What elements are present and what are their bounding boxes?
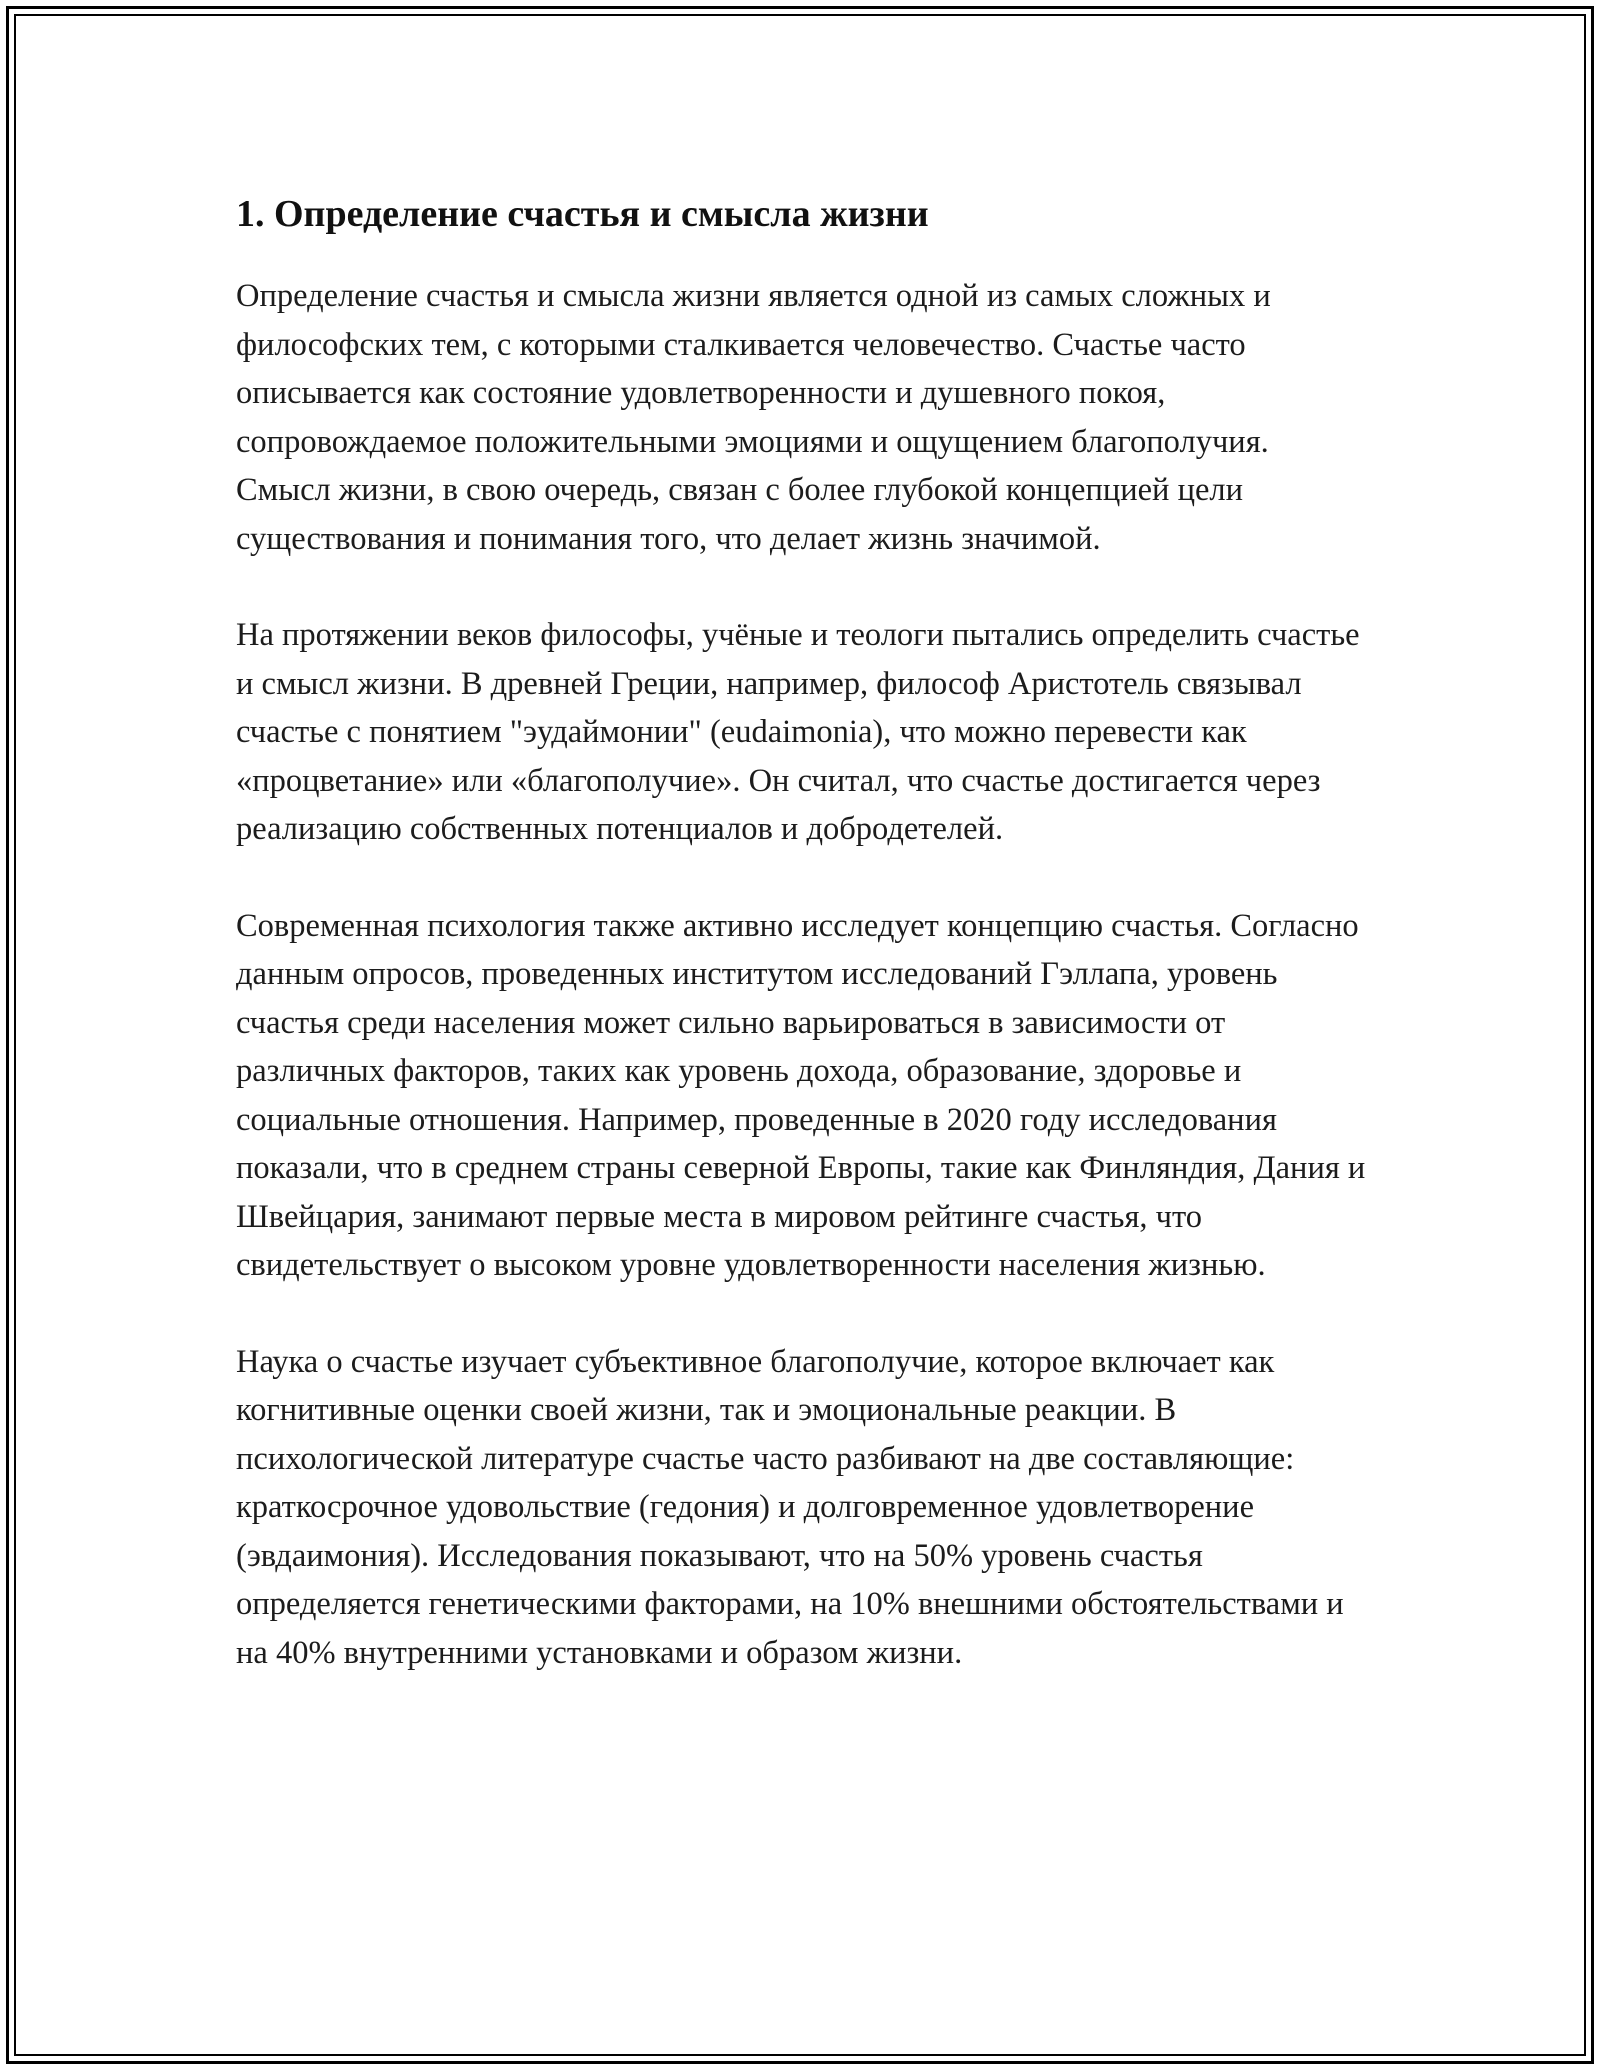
paragraph-3: Современная психология также активно исследует концепцию счастья. Согласно данным опросов, проведенных институтом исследований Гэллапа, уровень счастья среди населения может сильно варьироваться в зависимости от различных факторов, таких как уровень дохода, образование, здоровье и социальные отношения. Например, проведенные в 2020 году исследования показали, что в среднем страны северной Европы, такие как Финляндия, Дания и Швейцария, занимают первые места в мировом рейтинге счастья, что свидетельствует о высоком уровне удовлетворенности населения жизнью.	[236, 907, 1366, 1283]
section-heading: 1. Определение счастья и смысла жизни	[236, 193, 929, 235]
document-body	[236, 186, 1366, 1725]
paragraph-1: Определение счастья и смысла жизни является одной из самых сложных и философских тем, с которыми сталкивается человечество. Счастье часто описывается как состояние удовлетворенности и душевного покоя, сопровождаемое положительными эмоциями и ощущением благополучия. Смысл жизни, в свою очередь, связан с более глубокой концепцией цели существования и понимания того, что делает жизнь значимой.	[236, 278, 1271, 557]
paragraph-2: На протяжении веков философы, учёные и теологи пытались определить счастье и смысл жизни. В древней Греции, например, философ Аристотель связывал счастье с понятием "эудаймонии" (eudaimonia), что можно перевести как «процветание» или «благополучие». Он считал, что счастье достигается через реализацию собственных потенциалов и добродетелей.	[236, 617, 1360, 847]
paragraph-4: Наука о счастье изучает субъективное благополучие, которое включает как когнитивные оценки своей жизни, так и эмоциональные реакции. В психологической литературе счастье часто разбивают на две составляющие: краткосрочное удовольствие (гедония) и долговременное удовлетворение (эвдаимония). Исследования показывают, что на 50% уровень счастья определяется генетическими факторами, на 10% внешними обстоятельствами и на 40% внутренними установками и образом жизни.	[236, 1343, 1344, 1671]
